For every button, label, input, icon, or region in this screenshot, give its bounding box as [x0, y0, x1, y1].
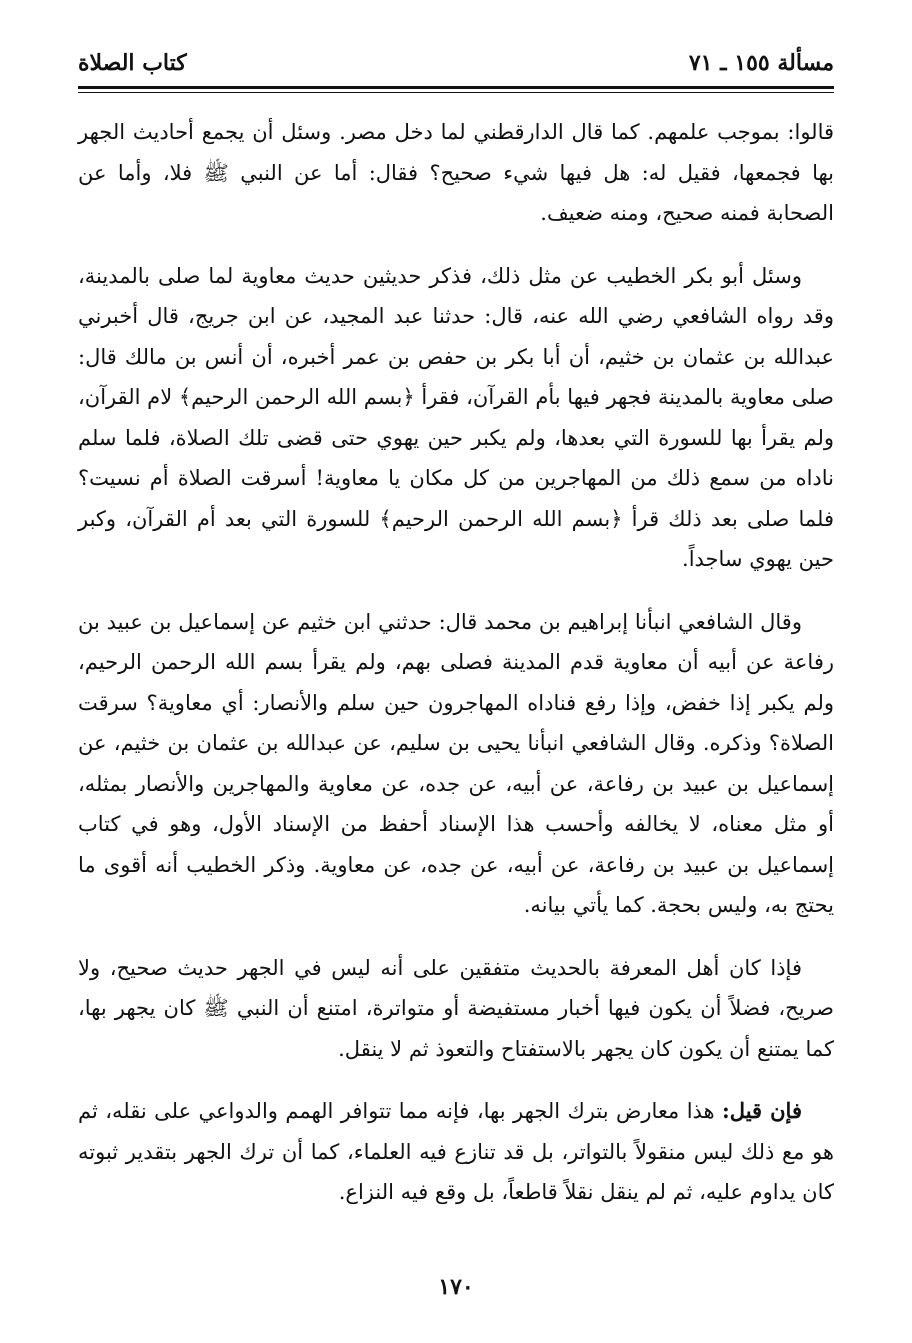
- paragraph-2: [78, 256, 834, 580]
- paragraph-text: وقال الشافعي انبأنا إبراهيم بن محمد قال: حدثني ابن خثيم عن إسماعيل بن عبيد بن رفاعة عن أبيه أن معاوية قدم المدينة فصلى بهم، ولم يقرأ بسم الله الرحمن الرحيم، ولم يكبر إذا خفض، وإذا رفع فناداه المهاجرون حين سلم والأنصار: أي معاوية؟ سرقت الصلاة؟ وذكره. وقال الشافعي انبأنا يحيى بن سليم، عن عبدالله بن عثمان بن خثيم، عن إسماعيل بن عبيد بن رفاعة، عن أبيه، عن جده، عن معاوية والمهاجرين والأنصار بمثله، أو مثل معناه، لا يخالفه وأحسب هذا الإسناد أحفظ من الإسناد الأول، وهو في كتاب إسماعيل بن عبيد بن رفاعة، عن أبيه، عن جده، عن معاوية. وذكر الخطيب أنه أقوى ما يحتج به، وليس بحجة. كما يأتي بيانه.: [78, 609, 834, 917]
- paragraph-1: [78, 112, 834, 234]
- paragraph-4: [78, 948, 834, 1070]
- paragraph-lead: فإن قيل:: [722, 1098, 802, 1123]
- issue-number: مسألة ١٥٥ ـ ٧١: [688, 50, 834, 76]
- page-number: ١٧٠: [438, 1274, 474, 1300]
- paragraph-text: هذا معارض بترك الجهر بها، فإنه مما تتوافر الهمم والدواعي على نقله، ثم هو مع ذلك ليس منقولاً بالتواتر، بل قد تنازع فيه العلماء، كما أن ترك الجهر بتقدير ثبوته كان يداوم عليه، ثم لم ينقل نقلاً قاطعاً، بل وقع فيه النزاع.: [78, 1099, 834, 1204]
- page-header: [78, 44, 834, 76]
- paragraph-text: قالوا: بموجب علمهم. كما قال الدارقطني لما دخل مصر. وسئل أن يجمع أحاديث الجهر بها فجمعها، فقيل له: هل فيها شيء صحيح؟ فقال: أما عن النبي ﷺ فلا، وأما عن الصحابة فمنه صحيح، ومنه ضعيف.: [78, 120, 834, 225]
- page-body: [78, 112, 834, 1235]
- paragraph-3: [78, 602, 834, 926]
- paragraph-5: [78, 1091, 834, 1213]
- paragraph-text: فإذا كان أهل المعرفة بالحديث متفقين على أنه ليس في الجهر حديث صحيح، ولا صريح، فضلاً أن يكون فيها أخبار مستفيضة أو متواترة، امتنع أن النبي ﷺ كان يجهر بها، كما يمتنع أن يكون كان يجهر بالاستفتاح والتعوذ ثم لا ينقل.: [78, 955, 834, 1061]
- header-rule-thick: [78, 86, 834, 89]
- book-title: كتاب الصلاة: [78, 50, 187, 76]
- paragraph-text: وسئل أبو بكر الخطيب عن مثل ذلك، فذكر حديثين حديث معاوية لما صلى بالمدينة، وقد رواه الشافعي رضي الله عنه، قال: حدثنا عبد المجيد، عن ابن جريج، قال أخبرني عبدالله بن عثمان بن خثيم، أن أبا بكر بن حفص بن عمر أخبره، أن أنس بن مالك قال: صلى معاوية بالمدينة فجهر فيها بأم القرآن، فقرأ ﴿بسم الله الرحمن الرحيم﴾ لام القرآن، ولم يقرأ بها للسورة التي بعدها، ولم يكبر حين يهوي حتى قضى تلك الصلاة، فلما سلم ناداه من سمع ذلك من المهاجرين من كل مكان يا معاوية! أسرقت الصلاة أم نسيت؟ فلما صلى بعد ذلك قرأ ﴿بسم الله الرحمن الرحيم﴾ للسورة التي بعد أم القرآن، وكبر حين يهوي ساجداً.: [78, 263, 834, 571]
- header-rule-thin: [78, 92, 834, 93]
